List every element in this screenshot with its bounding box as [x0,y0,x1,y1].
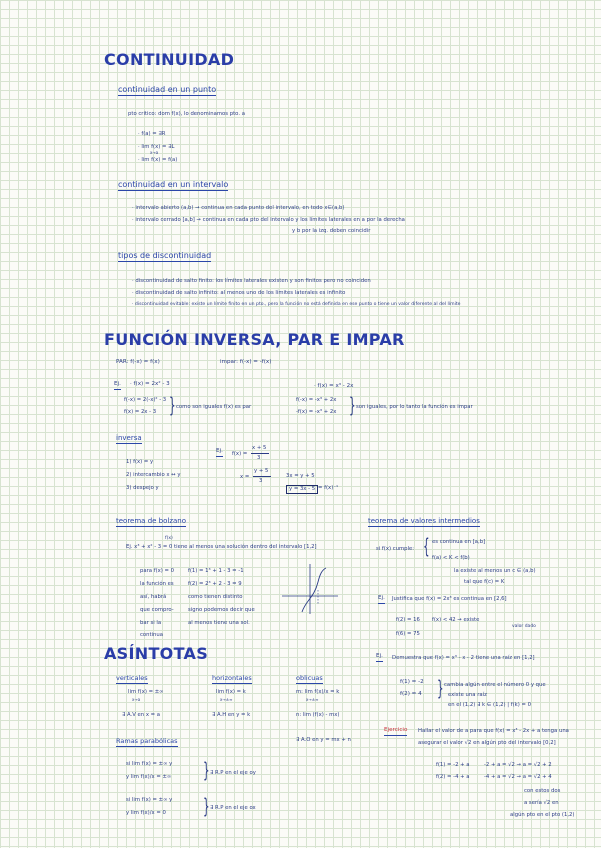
discontinuidad-type: · discontinuidad de salto finito: los límites laterales existen y son finitos pero no coinciden [132,278,371,284]
graph-curve [302,568,326,612]
ah-result: ∃ A.H en y = k [212,712,251,718]
ej3-val: f(1) = -2 [400,679,424,685]
ao-n: n: lim (f(x) - mx) [296,712,340,718]
valores-cond: es continua en [a,b] [432,539,486,545]
section-title-funcion: FUNCIÓN INVERSA, PAR E IMPAR [104,330,405,349]
inversa-step: 1) f(x) = y [126,459,154,465]
inversa-step: 2) intercambio x ↔ y [126,472,181,478]
ej2-line: f(-x) = -x³ + 2x [296,397,337,403]
inversa-step: 3) despejo y [126,485,159,491]
bolzano-mid: al menos tiene una sol. [188,620,250,626]
ej-label: Ej. [114,382,121,390]
punto-condition: · lim f(x) = ∃L [138,144,175,150]
valores-cond: f(a) < K < f(b) [432,555,470,561]
ej-label: Ej. [376,654,383,662]
bolzano-mid: f(1) = 1³ + 1 - 3 = -1 [188,568,244,574]
section-title-asintotas: ASÍNTOTAS [104,644,209,663]
valores-conc: la existe al menos un c ∈ (a,b) [454,568,536,574]
brace: } [169,393,176,417]
bolzano-left: así, habrá [140,594,167,600]
ej4-calc: -2 + a = √2 → a = √2 + 2 [484,762,552,768]
ej3-note: en el (1,2) ∃ k ∈ (1,2) | f(k) = 0 [448,702,531,708]
bolzano-mid: signo podemos decir que [188,607,255,613]
ej3-val: f(2) = 4 [400,691,422,697]
inversa-fx: f(x) = [232,451,248,457]
intervalo-line: · intervalo cerrado [a,b] → continua en cada pto del intervalo y los límites laterales en a por la derecha [132,217,405,223]
bolzano-mid: como tienen distinto [188,594,243,600]
heading-horizontales: horizontales [212,674,252,682]
fraction-bar [253,476,271,477]
bolzano-graph [280,560,340,616]
limit-subscript: x→±∞ [220,697,233,702]
bolzano-over: f(x) [165,536,173,541]
ej2-line: · f(x) = x³ - 2x [314,383,354,389]
par-definition: PAR: f(-x) = f(x) [116,359,160,365]
fraction-numerator: x + 5 [252,445,267,451]
impar-definition: impar: f(-x) = -f(x) [220,359,272,365]
ah-limit: lim f(x) = k [216,689,246,695]
rama-line: si lim f(x) = ±∞ y [126,761,173,767]
heading-oblicuas: oblicuas [296,674,323,682]
heading-bolzano: teorema de bolzano [116,517,187,525]
brace: } [437,676,444,700]
valores-conc: tal que f(c) = K [464,579,505,585]
ao-m: m: lim f(x)/x = k [296,689,340,695]
inversa-x: x = [240,474,250,480]
limit-subscript: x→a [150,150,159,155]
inversa-result-box: y = 3x - 5 [286,485,318,494]
ej3-note: cambia algún entre el número 0 y que [444,682,546,688]
heading-valores-intermedios: teorema de valores intermedios [368,517,480,525]
ao-result: ∃ A.O en y = mx + n [296,737,351,743]
ej4-statement: asegurar el valor √2 en algún pto del intervalo [0,2] [418,740,556,746]
ej4-final: algún pto en el pto (1,2) [510,812,575,818]
heading-inversa: inversa [116,434,142,442]
heading-continuidad-intervalo: continuidad en un intervalo [118,180,229,189]
ej1-line: · f(x) = 2x² - 3 [130,381,170,387]
bolzano-left: bar si la [140,620,162,626]
ej4-calc: f(2) = -4 + a [436,774,470,780]
valores-note: valor dado [512,624,536,629]
ej4-calc: f(1) = -2 + a [436,762,470,768]
intervalo-line: y b por la izq. deben coincidir [292,228,371,234]
brace: } [349,393,356,417]
rama-line: y lim f(x)/x = ±∞ [126,774,172,780]
intervalo-line: · intervalo abierto (a,b) → continua en cada punto del intervalo, en todo x∈(a,b) [132,205,345,211]
rama-result: ∃ R.P en el eje oy [210,770,256,776]
bolzano-left: para f(x) = 0 [140,568,175,574]
heading-verticales: verticales [116,674,148,682]
fraction-bar [251,453,269,454]
heading-ramas-parabolicas: Ramas parabólicas [116,737,178,745]
section-title-continuidad: CONTINUIDAD [104,50,235,69]
brace: { [423,534,430,558]
bolzano-left: que compro- [140,607,174,613]
ej3-statement: Demuestra que f(x) = x³ - x - 2 tiene una raíz en [1,2] [392,655,535,661]
bolzano-left: la función es [140,581,174,587]
brace: } [203,758,210,782]
ej2-line: -f(x) = -x³ + 2x [296,409,337,415]
discontinuidad-type: · discontinuidad evitable: existe un límite finito en un pto., pero la función no está definida en ese punto o tiene un valor diferente al del límite [132,302,461,307]
ej4-final: a sería √2 en [524,800,559,806]
ej-label: Ej. [216,449,223,457]
fraction-denominator: 3 [259,478,263,484]
punto-condition: · f(a) = ∃R [138,131,166,137]
bolzano-ej: Ej. x³ + x² - 3 = 0 tiene al menos una solución dentro del intervalo [1,2] [126,544,317,550]
ej4-calc: -4 + a = √2 → a = √2 + 4 [484,774,552,780]
fraction-denominator: 3 [257,455,261,461]
rama-line: si lim f(x) = ±∞ y [126,797,173,803]
pto-critico-text: pto critico: dom f(x), lo denominamos pto. a [128,111,245,117]
limit-subscript: x→a [132,697,141,702]
bolzano-left: continua [140,632,164,638]
valores-val: f(6) = 75 [396,631,420,637]
limit-subscript: x→±∞ [306,697,319,702]
brace: } [203,794,210,818]
inversa-line: 3x = y + 5 [286,473,315,479]
ej2-note: son iguales, por lo tanto la función es impar [356,404,473,410]
heading-continuidad-punto: continuidad en un punto [118,85,217,94]
av-result: ∃ A.V en x = a [122,712,161,718]
discontinuidad-type: · discontinuidad de salto infinito: al menos uno de los límites laterales es infinito [132,290,346,296]
valores-ej: Justifica que f(x) = 2x³ es continua en [2,6] [392,596,507,602]
av-limit: lim f(x) = ±∞ [128,689,164,695]
ej1-note: como son iguales f(x) es par [176,404,252,410]
ej1-line: f(-x) = 2(-x)² - 3 [124,397,167,403]
bolzano-mid: f(2) = 2³ + 2 - 3 = 9 [188,581,242,587]
inversa-result: = f(x)⁻¹ [318,485,339,491]
punto-condition: · lim f(x) = f(a) [138,157,178,163]
ej4-final: con estos dos [524,788,561,794]
fraction-numerator: y + 5 [254,468,269,474]
valores-si: si f(x) cumple: [376,546,415,552]
ej4-statement: Hallar el valor de a para que f(x) = x³ - 2x + a tenga una [418,728,569,734]
ej3-note: existe una raíz [448,692,487,698]
ej-label: Ej. [378,596,385,604]
ejercicio-label: Ejercicio [384,728,407,736]
valores-val: f(2) = 16 [396,617,420,623]
heading-tipos-discontinuidad: tipos de discontinuidad [118,251,212,260]
rama-result: ∃ R.P en el eje ox [210,805,256,811]
ej1-line: f(x) = 2x - 3 [124,409,157,415]
rama-line: y lim f(x)/x = 0 [126,810,166,816]
valores-ineq: f(x) < 42 → existe [432,617,480,623]
